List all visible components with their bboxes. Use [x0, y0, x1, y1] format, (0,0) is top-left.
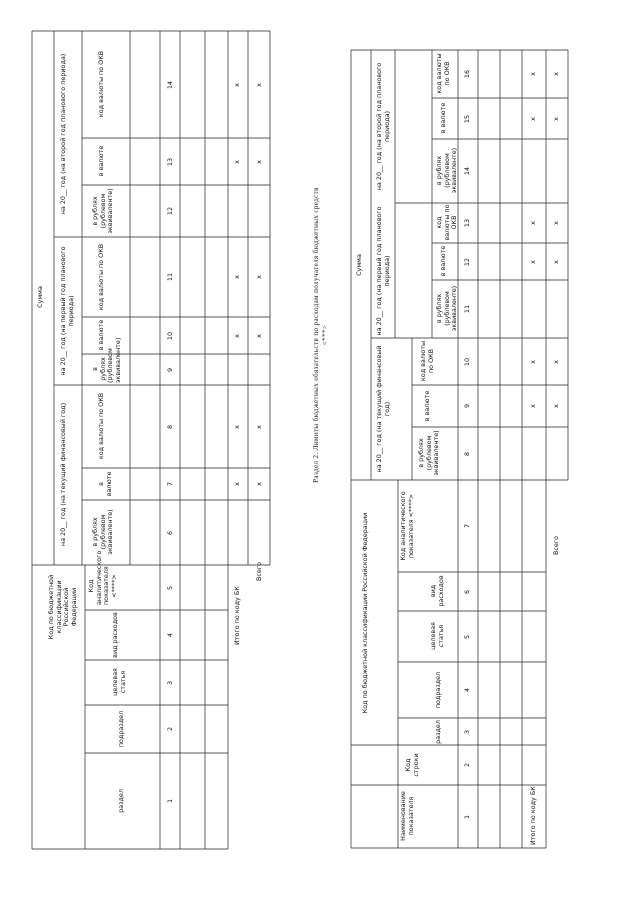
t2-year-second-header: на 20__ год (на второй год планового периода) [375, 62, 391, 191]
x-mark: x [552, 404, 560, 408]
t2-sub-rub-2: в рублях (рублевом эквиваленте) [435, 285, 459, 332]
t1-col-podrazdel: подраздел [117, 710, 125, 748]
t1-colnum: 10 [166, 331, 174, 341]
x-mark: x [255, 160, 263, 164]
x-mark: x [255, 275, 263, 279]
section2-title: Раздел 2. Лимиты бюджетных обязательств по расходам получателя бюджетных средств <***> [312, 187, 329, 483]
t1-colnum: 3 [166, 680, 174, 686]
t2-sub-code-1: код валюты по ОКВ [419, 340, 435, 382]
t1-sub-cur-2: в валюте [97, 319, 105, 351]
x-mark: x [552, 117, 560, 121]
t2-colnum: 14 [463, 166, 471, 176]
t1-col-razdel: раздел [117, 789, 125, 813]
t2-sub-cur-1: в валюте [423, 390, 431, 422]
t2-row-bk-total: Итого по коду БК [529, 786, 537, 845]
t2-year-first-header: на 20__ год (на первый год планового периода) [375, 206, 391, 336]
x-mark: x [255, 83, 263, 87]
t2-bk-code-header: Код по бюджетной классификации Российской Федерации [361, 512, 369, 714]
year-current-header: на 20__ год (на текущий финансовый год) [59, 402, 67, 547]
t2-year-current-header: на 20__ год (на текущий финансовый год) [375, 345, 391, 473]
t1-sub-cur-1: в валюте [97, 471, 113, 497]
t1-colnum: 5 [166, 585, 174, 591]
t2-sum-header: Сумма [355, 254, 363, 276]
t2-colnum: 5 [463, 634, 471, 640]
t2-analytic-code-header: Код аналитического показателя <****> [399, 491, 415, 561]
t1-sub-code-1: код валюты по ОКВ [97, 392, 105, 460]
t2-sub-code-3: код валюты по ОКВ [435, 53, 451, 94]
year-first-header: на 20__ год (на первый год планового периода) [59, 246, 75, 376]
t1-sub-code-2: код валюты по ОКВ [97, 243, 105, 311]
t2-line-code-header: Код строки [404, 753, 420, 777]
t1-sub-rub-3: в рублях (рублевом эквиваленте) [91, 188, 115, 234]
t1-colnum: 13 [166, 157, 174, 167]
x-mark: x [552, 221, 560, 225]
x-mark: x [552, 72, 560, 76]
t1-colnum: 14 [166, 80, 174, 90]
t2-sub-rub-1: в рублях (рублевом эквиваленте) [417, 430, 441, 476]
t2-col-razdel: раздел [434, 720, 442, 744]
x-mark: x [529, 260, 537, 264]
x-mark: x [552, 360, 560, 364]
t2-row-total: Всего [552, 535, 560, 555]
t2-col-type: вид расходов [429, 575, 445, 607]
t1-row-bk-total: Итого по коду БК [233, 586, 241, 645]
x-mark: x [529, 117, 537, 121]
t2-col-podrazdel: подраздел [434, 671, 442, 709]
t2-sub-cur-3: в валюте [439, 102, 447, 134]
t2-indicator-name-header: Наименование показателя [399, 791, 415, 841]
t2-colnum: 16 [463, 69, 471, 79]
t1-sub-rub-1: в рублях (рублевом эквиваленте) [91, 509, 115, 555]
t2-colnum: 10 [463, 357, 471, 367]
x-mark: x [529, 72, 537, 76]
t1-colnum: 1 [166, 798, 174, 804]
t2-colnum: 13 [463, 218, 471, 228]
t1-sub-cur-3: в валюте [97, 145, 105, 177]
t2-colnum: 6 [463, 589, 471, 595]
t2-colnum: 1 [463, 814, 471, 820]
t1-row-total: Всего [255, 561, 263, 581]
t2-colnum: 3 [463, 729, 471, 735]
t2-colnum: 9 [463, 403, 471, 409]
t1-colnum: 11 [166, 272, 174, 282]
x-mark: x [529, 404, 537, 408]
analytic-code-header: Код аналитического показателя <****> [87, 550, 118, 605]
t1-colnum: 4 [166, 632, 174, 638]
t2-colnum: 15 [463, 114, 471, 124]
t2-colnum: 8 [463, 451, 471, 457]
x-mark: x [233, 275, 241, 279]
x-mark: x [233, 334, 241, 338]
t1-sub-rub-2: в рублях (рублевом эквиваленте) [91, 337, 122, 383]
x-mark: x [233, 482, 241, 486]
t2-sub-cur-2: в валюте [439, 245, 447, 277]
t2-sub-code-2: код валюты по ОКВ [435, 204, 459, 241]
bk-code-header: Код по бюджетной классификации Российской Федерации [47, 574, 78, 640]
year-second-header: на 20__ год (на второй год планового периода) [59, 53, 67, 215]
t1-sub-code-3: код валюты по ОКВ [97, 50, 105, 118]
t1-col-target: целевая статья [111, 668, 127, 696]
x-mark: x [233, 160, 241, 164]
t2-sub-rub-3: в рублях (рублевом эквиваленте) [435, 147, 459, 194]
t2-colnum: 11 [463, 304, 471, 314]
x-mark: x [529, 360, 537, 364]
t2-colnum: 2 [463, 762, 471, 768]
sum-header: Сумма [36, 286, 44, 308]
x-mark: x [255, 425, 263, 429]
t1-colnum: 8 [166, 424, 174, 430]
t1-col-type: вид расходов [111, 612, 119, 658]
t2-colnum: 12 [463, 257, 471, 267]
x-mark: x [552, 260, 560, 264]
t1-colnum: 9 [166, 367, 174, 373]
t1-colnum: 6 [166, 530, 174, 536]
x-mark: x [233, 425, 241, 429]
t1-colnum: 7 [166, 481, 174, 487]
t1-colnum: 2 [166, 726, 174, 732]
x-mark: x [255, 482, 263, 486]
t2-colnum: 4 [463, 687, 471, 693]
t1-colnum: 12 [166, 206, 174, 216]
x-mark: x [233, 83, 241, 87]
x-mark: x [255, 334, 263, 338]
t2-colnum: 7 [463, 523, 471, 529]
x-mark: x [529, 221, 537, 225]
t2-col-target: целевая статья [429, 622, 445, 650]
